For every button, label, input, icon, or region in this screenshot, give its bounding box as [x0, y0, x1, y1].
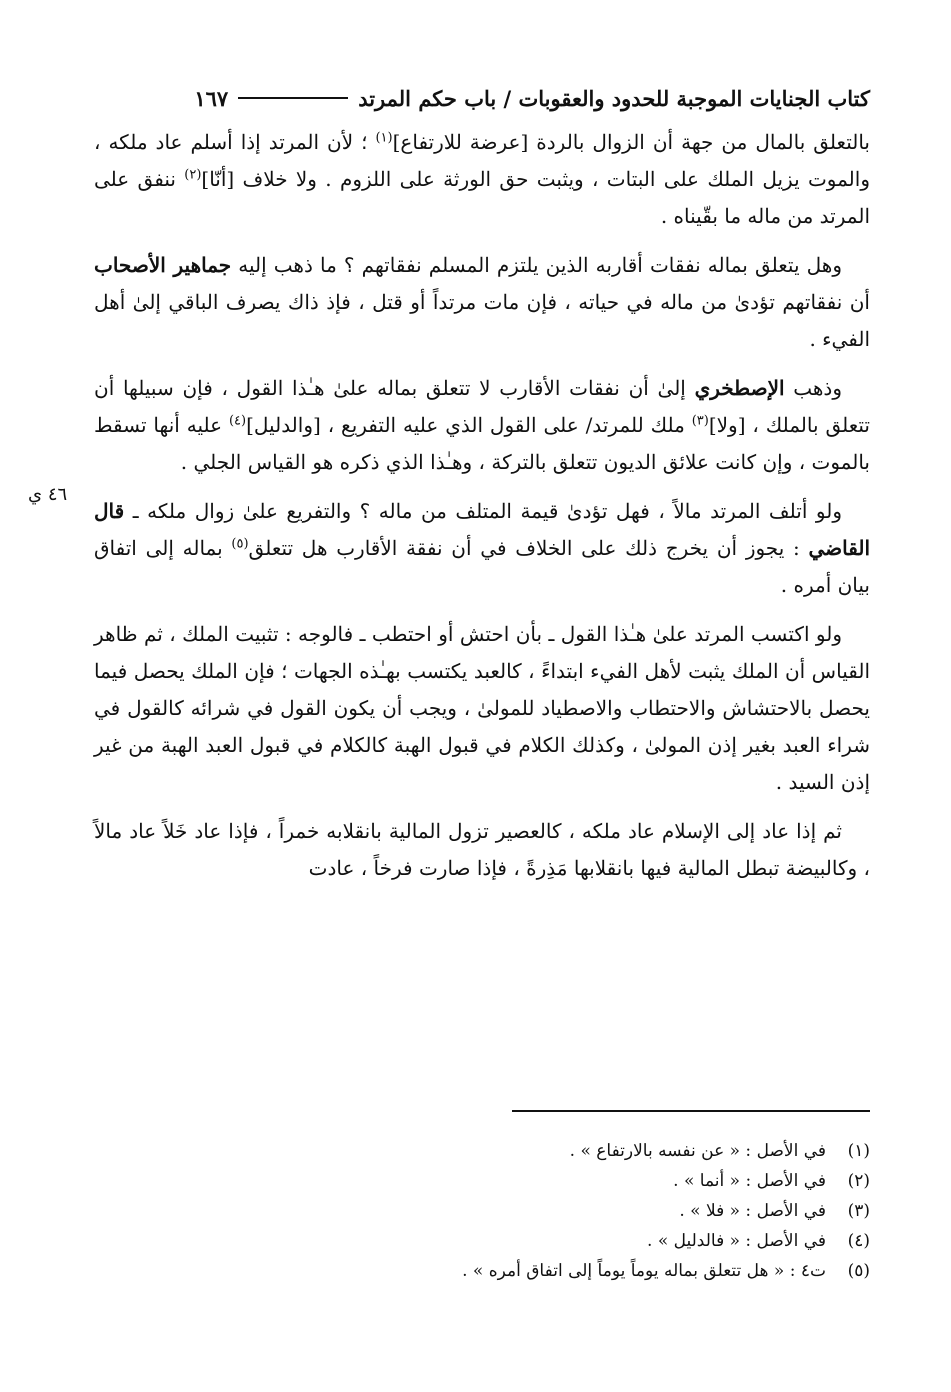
text-run: أن نفقاتهم تؤدىٰ من ماله في حياته ، فإن مات مرتداً أو قتل ، فإذ ذاك يصرف الباقي إلىٰ أهل الفيء .	[94, 290, 870, 351]
text-run: ؛ لأن المرتد إذا أسلم عاد ملكه ، والموت يزيل الملك على البتات ، ويثبت حق الورثة على اللزوم . ولا خلاف [أنّا]	[94, 130, 870, 191]
text-run: وهل يتعلق بماله نفقات أقاربه الذين يلتزم المسلم نفقاتهم ؟ ما ذهب إليه	[231, 253, 842, 277]
footnote-item	[300, 1136, 870, 1166]
page-header	[112, 78, 870, 118]
text-run: ننفق على المرتد من ماله ما بقّيناه .	[94, 167, 870, 228]
footnote-ref: (٤)	[228, 413, 247, 429]
text-run: : يجوز أن يخرج ذلك على الخلاف في أن نفقة الأقارب هل تتعلق	[248, 536, 809, 560]
footnote-text: في الأصل : « أنما » .	[673, 1171, 826, 1191]
page-number: ١٦٧	[194, 85, 229, 111]
footnote-item	[300, 1166, 870, 1196]
paragraph-1	[94, 124, 870, 235]
bold-term: جماهير الأصحاب	[94, 253, 232, 277]
paragraph-2	[94, 247, 870, 358]
footnote-ref: (٣)	[691, 413, 709, 429]
footnote-ref: (٥)	[231, 536, 249, 552]
text-run: بماله إلى اتفاق بيان أمره .	[94, 536, 870, 597]
bold-term: الإصطخري	[694, 376, 785, 400]
text-run: عليه أنها تسقط بالموت ، وإن كانت علائق الديون تتعلق بالتركة ، وهـٰذا الذي ذكره هو القياس الجلي .	[94, 413, 870, 474]
footnote-number: (٣)	[847, 1201, 870, 1221]
bold-term: قال القاضي	[94, 499, 870, 560]
text-run: وذهب	[784, 376, 843, 400]
text-run: إلىٰ أن نفقات الأقارب لا تتعلق بماله علىٰ هـٰذا القول ، فإن سبيلها أن تتعلق بالملك ، [ولا]	[94, 376, 870, 437]
footnote-item	[300, 1196, 870, 1226]
footnote-number: (٤)	[847, 1231, 870, 1251]
text-run: ثم إذا عاد إلى الإسلام عاد ملكه ، كالعصير تزول المالية بانقلابه خمراً ، فإذا عاد خَلاً عاد مالاً ، وكالبيضة تبطل المالية فيها بانقلابها مَذِرةً ، فإذا صارت فرخاً ، عادت	[94, 819, 870, 880]
manuscript-folio-note: ٤٦ ي	[28, 484, 68, 505]
footnote-item	[300, 1256, 870, 1286]
footnote-ref: (٢)	[184, 167, 202, 183]
footnote-divider	[512, 1110, 870, 1112]
paragraph-4	[94, 493, 870, 604]
text-run: ولو أتلف المرتد مالاً ، فهل تؤدىٰ قيمة المتلف من ماله ؟ والتفريع علىٰ زوال ملكه ـ	[124, 499, 842, 523]
footnote-number: (٢)	[847, 1171, 870, 1191]
text-run: بالتعلق بالمال من جهة أن الزوال بالردة [عرضة للارتفاع]	[392, 130, 870, 154]
footnotes	[300, 1136, 870, 1286]
body-text	[94, 124, 870, 899]
footnote-item	[300, 1226, 870, 1256]
running-title: كتاب الجنايات الموجبة للحدود والعقوبات / باب حكم المرتد	[358, 85, 870, 111]
paragraph-3	[94, 370, 870, 481]
header-rule	[238, 97, 348, 99]
footnote-number: (٥)	[847, 1261, 870, 1281]
text-run: ملك للمرتد/ على القول الذي عليه التفريع ، [والدليل]	[246, 413, 692, 437]
footnote-number: (١)	[847, 1141, 870, 1161]
paragraph-6	[94, 813, 870, 887]
paragraph-5	[94, 616, 870, 801]
footnote-text: ت٤ : « هل تتعلق بماله يوماً يوماً إلى اتفاق أمره » .	[462, 1261, 826, 1281]
footnote-text: في الأصل : « فلا » .	[679, 1201, 826, 1221]
footnote-text: في الأصل : « عن نفسه بالارتفاع » .	[569, 1141, 826, 1161]
footnote-text: في الأصل : « فالدليل » .	[647, 1231, 826, 1251]
text-run: ولو اكتسب المرتد علىٰ هـٰذا القول ـ بأن احتش أو احتطب ـ فالوجه : تثبيت الملك ، ثم ظاهر القياس أن الملك يثبت لأهل الفيء ابتداءً ، كالعبد يكتسب بهـٰذه الجهات ؛ فإن الملك يحصل فيما يحصل بالاحتشاش والاحتطاب والاصطياد للمولىٰ ، ويجب أن يكون القول في شرائه كالقول في شراء العبد بغير إذن المولىٰ ، وكذلك الكلام في قبول الهبة كالكلام في قبول العبد الهبة من غير إذن السيد .	[94, 622, 870, 794]
footnote-ref: (١)	[375, 130, 393, 146]
